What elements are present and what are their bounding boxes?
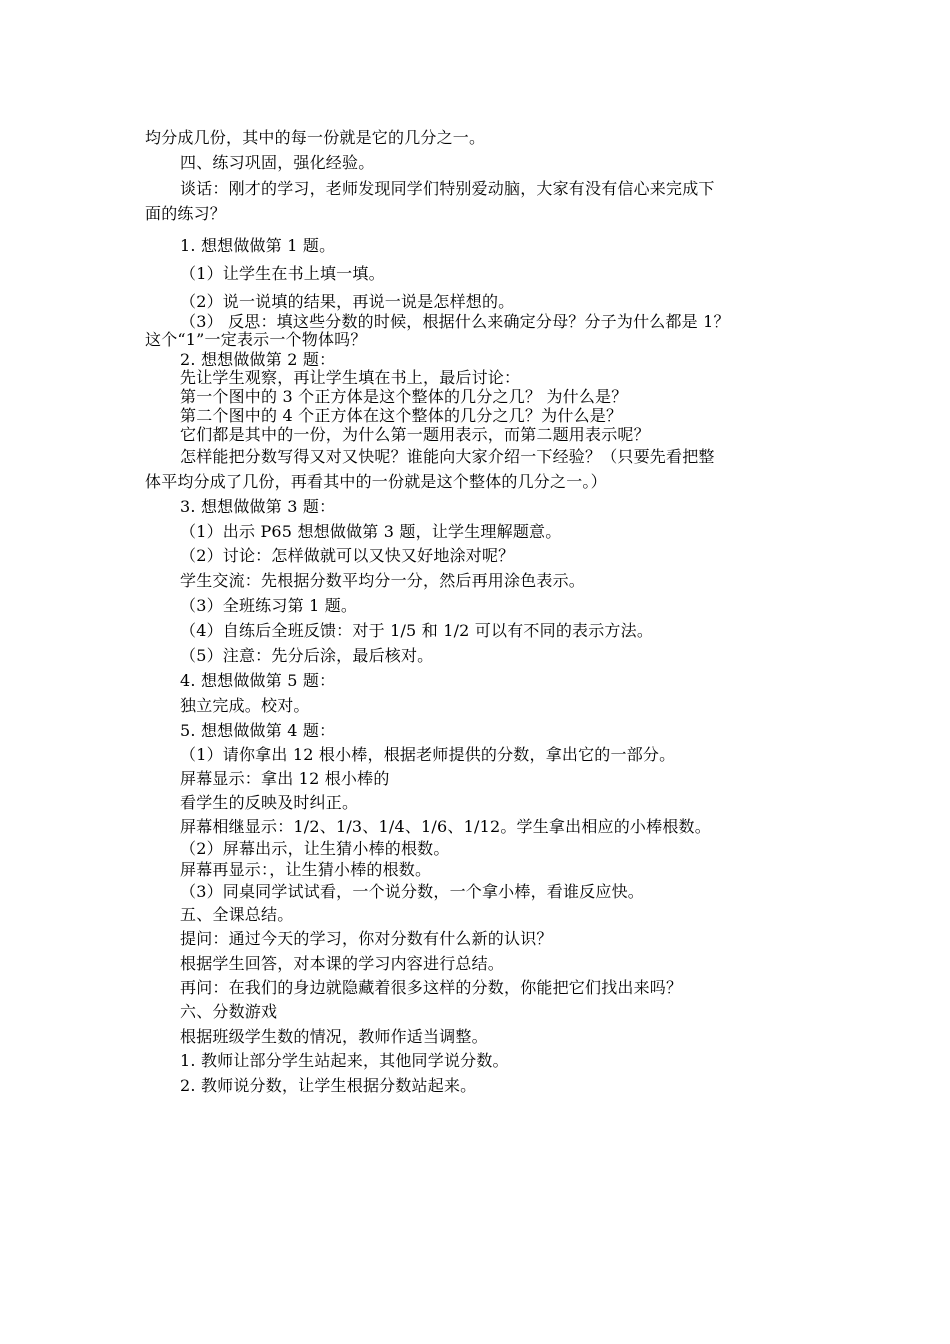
text-line: 1. 想想做做第 1 题。 <box>180 236 336 255</box>
text-line: 第一个图中的 3 个正方体是这个整体的几分之几？ 为什么是？ <box>180 387 628 406</box>
text-line: （3） 反思：填这些分数的时候，根据什么来确定分母？分子为什么都是 1？ <box>180 312 730 331</box>
text-line: （3）同桌同学试试看，一个说分数，一个拿小棒，看谁反应快。 <box>180 882 644 901</box>
text-line: 它们都是其中的一份，为什么第一题用表示，而第二题用表示呢？ <box>180 425 650 444</box>
text-line: 第二个图中的 4 个正方体在这个整体的几分之几？为什么是？ <box>180 406 623 425</box>
text-line: （1）出示 P65 想想做做第 3 题，让学生理解题意。 <box>180 522 562 541</box>
text-line: 4. 想想做做第 5 题： <box>180 671 336 690</box>
text-line: 再问：在我们的身边就隐藏着很多这样的分数，你能把它们找出来吗？ <box>180 978 683 997</box>
text-line: （2）讨论：怎样做就可以又快又好地涂对呢？ <box>180 546 515 565</box>
section-heading: 五、全课总结。 <box>180 905 294 924</box>
section-heading: 四、练习巩固，强化经验。 <box>180 153 375 172</box>
text-line: 独立完成。校对。 <box>180 696 310 715</box>
text-line: 看学生的反映及时纠正。 <box>180 793 359 812</box>
text-line: 屏幕显示：拿出 12 根小棒的 <box>180 769 390 788</box>
text-line: 均分成几份，其中的每一份就是它的几分之一。 <box>145 128 486 147</box>
text-line: 屏幕再显示：，让生猜小棒的根数。 <box>180 860 432 879</box>
text-line: （3）全班练习第 1 题。 <box>180 596 358 615</box>
section-heading: 六、分数游戏 <box>180 1002 278 1021</box>
text-line: 提问：通过今天的学习，你对分数有什么新的认识？ <box>180 929 553 948</box>
text-line: 面的练习？ <box>145 204 227 223</box>
text-line: 怎样能把分数写得又对又快呢？谁能向大家介绍一下经验？（只要先看把整 <box>180 447 715 466</box>
text-line: 谈话：刚才的学习，老师发现同学们特别爱动脑，大家有没有信心来完成下 <box>180 179 715 198</box>
text-line: 3. 想想做做第 3 题： <box>180 497 336 516</box>
text-line: 屏幕相继显示：1/2、1/3、1/4、1/6、1/12。学生拿出相应的小棒根数。 <box>180 817 711 836</box>
text-line: 2. 想想做做第 2 题： <box>180 350 336 369</box>
text-line: 先让学生观察，再让学生填在书上，最后讨论： <box>180 368 521 387</box>
text-line: 1. 教师让部分学生站起来，其他同学说分数。 <box>180 1051 509 1070</box>
text-line: 学生交流：先根据分数平均分一分，然后再用涂色表示。 <box>180 571 586 590</box>
text-line: 5. 想想做做第 4 题： <box>180 721 336 740</box>
text-line: 根据班级学生数的情况，教师作适当调整。 <box>180 1027 488 1046</box>
text-line: （2）说一说填的结果，再说一说是怎样想的。 <box>180 292 515 311</box>
text-line: （1）请你拿出 12 根小棒，根据老师提供的分数，拿出它的一部分。 <box>180 745 676 764</box>
text-line: （2）屏幕出示，让生猜小棒的根数。 <box>180 839 450 858</box>
text-line: （4）自练后全班反馈：对于 1/5 和 1/2 可以有不同的表示方法。 <box>180 621 654 640</box>
text-line: （5）注意：先分后涂，最后核对。 <box>180 646 434 665</box>
text-line: （1）让学生在书上填一填。 <box>180 264 385 283</box>
text-line: 体平均分成了几份，再看其中的一份就是这个整体的几分之一。） <box>145 472 607 491</box>
text-line: 这个“1”一定表示一个物体吗？ <box>145 330 367 349</box>
text-line: 根据学生回答，对本课的学习内容进行总结。 <box>180 954 505 973</box>
text-line: 2. 教师说分数，让学生根据分数站起来。 <box>180 1076 477 1095</box>
